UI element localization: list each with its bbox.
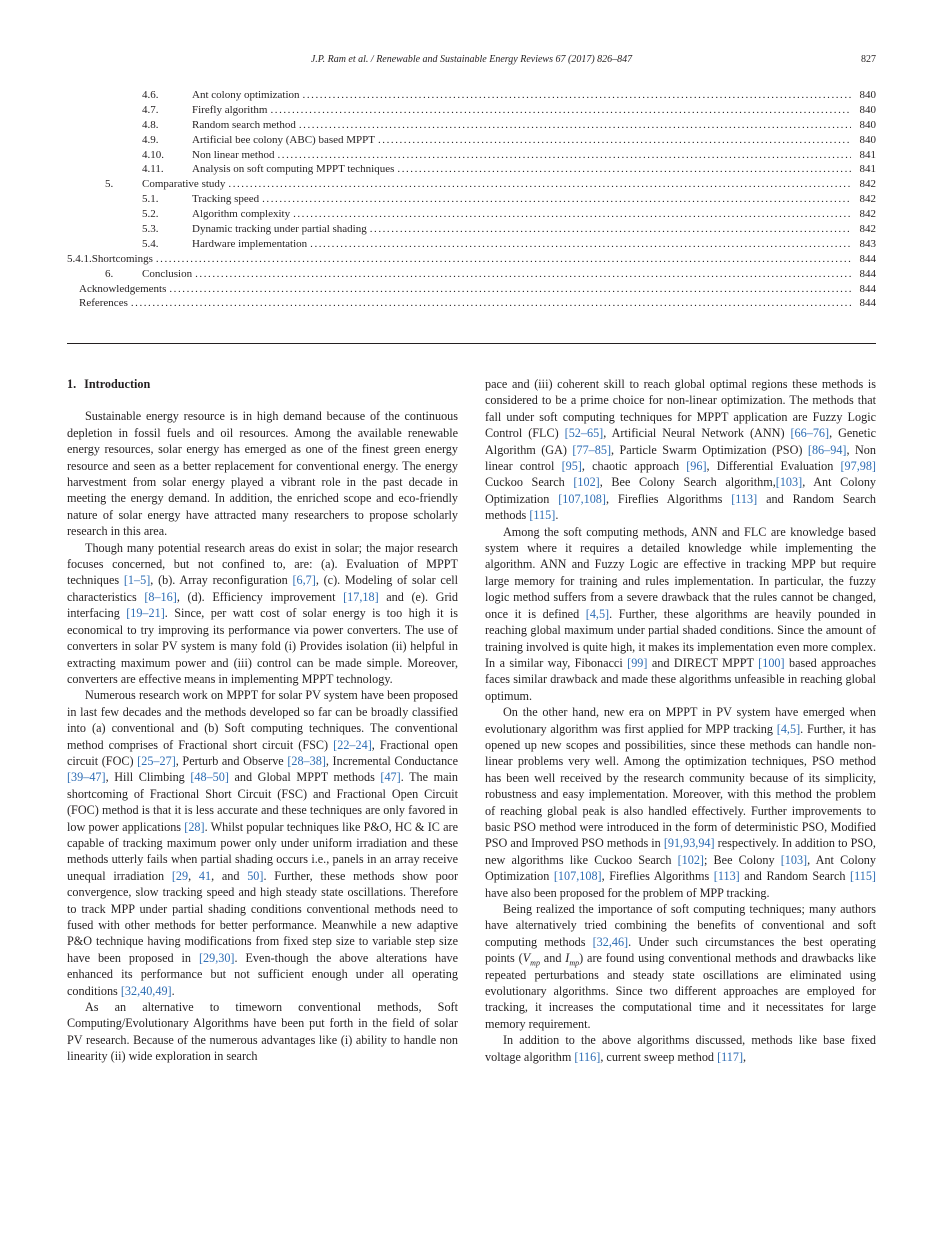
toc-entry-page: 842 bbox=[859, 223, 876, 236]
citation-link[interactable]: [29 bbox=[171, 868, 189, 883]
citation-link[interactable]: [115] bbox=[850, 869, 876, 884]
toc-entry-page: 840 bbox=[859, 89, 876, 101]
citation-link[interactable]: [102] bbox=[573, 475, 600, 490]
toc-entry-number: 5.1. bbox=[142, 193, 159, 206]
paragraph: On the other hand, new era on MPPT in PV system have emerged when evolutionary algorithm was first applied for MPP tracking [4,5]. Further, it has opened up new scopes and possibilities, since these methods can handle non-linear problems very well. Among the optimization techniques, PSO method has been well received by the research community because of its simplicity, robustness and easy implementation. Moreover, with this method the problem of reaching global peak is also handled effectively. Further improvements to basic PSO method were introduced in the form of deterministic PSO, Modified PSO and Improved PSO methods in [91,93,94] respectively. In addition to PSO, new algorithms like Cuckoo Search [102]; Bee Colony [103], Ant Colony Optimization [107,108], Fireflies Algorithms [113] and Random Search [115] have also been proposed for the problem of MPP tracking. bbox=[485, 705, 876, 900]
toc-entry-title: Firefly algorithm bbox=[192, 103, 268, 116]
citation-link[interactable]: [107,108] bbox=[558, 491, 606, 506]
toc-entry[interactable] bbox=[67, 296, 876, 311]
toc-entry[interactable] bbox=[67, 207, 876, 222]
toc-leader-dots bbox=[270, 103, 851, 118]
toc-entry-title: Comparative study bbox=[142, 178, 226, 191]
toc-entry-title: Shortcomings bbox=[91, 252, 153, 265]
toc-entry-number: 4.10. bbox=[142, 148, 164, 161]
toc-entry[interactable] bbox=[67, 103, 876, 118]
toc-entry-page: 840 bbox=[859, 103, 876, 116]
toc-leader-dots bbox=[262, 192, 851, 207]
toc-entry[interactable] bbox=[67, 88, 876, 103]
toc-entry[interactable] bbox=[67, 237, 876, 252]
paragraph: Though many potential research areas do exist in solar; the major research focuses concerned, but not confined to, are: (a). Evaluation of MPPT techniques [1–5], (b). Array reconfiguration [6,7], (c). Modeling of solar cell characteristics [8–16], (d). Efficiency improvement [17,18] and (e). Grid interfacing [19–21]. Since, per watt cost of solar energy is too high it is economical to try improving its performance via power converters. The use of converters in solar PV system is many fold (i) Provides isolation (ii) helpful in extracting maximum power and (iii) control can be made simple. Moreover, converters are effective means in implementing MPPT technology. bbox=[67, 540, 458, 686]
citation-link[interactable]: [66–76] bbox=[790, 426, 830, 441]
toc-leader-dots bbox=[303, 88, 851, 103]
toc-entry-title: Non linear method bbox=[192, 148, 275, 161]
citation-link[interactable]: [116] bbox=[574, 1049, 601, 1064]
toc-entry-title: References bbox=[79, 297, 128, 310]
toc-leader-dots bbox=[131, 296, 851, 311]
citation-link[interactable]: [6,7] bbox=[292, 573, 316, 588]
toc-entry-page: 842 bbox=[859, 193, 876, 206]
toc-leader-dots bbox=[299, 118, 851, 133]
section-heading bbox=[67, 376, 458, 392]
left-column bbox=[67, 376, 458, 1065]
citation-link[interactable]: [113] bbox=[713, 869, 740, 884]
toc-entry-title: Analysis on soft computing MPPT techniques bbox=[192, 163, 395, 176]
toc-entry-title: Ant colony optimization bbox=[192, 89, 300, 101]
toc-entry-number: 5.3. bbox=[142, 223, 159, 236]
toc-entry[interactable] bbox=[67, 162, 876, 177]
toc-entry-title: Artificial bee colony (ABC) based MPPT bbox=[192, 133, 375, 146]
citation-link[interactable]: [17,18] bbox=[343, 589, 379, 604]
toc-entry-title: Algorithm complexity bbox=[192, 208, 291, 221]
toc-entry-page: 841 bbox=[859, 148, 876, 161]
table-of-contents bbox=[67, 88, 876, 311]
citation-link[interactable]: [1–5] bbox=[123, 573, 151, 588]
toc-entry-number: 5.4.1. bbox=[67, 252, 92, 265]
toc-entry-number: 5.4. bbox=[142, 237, 159, 250]
paragraph: Numerous research work on MPPT for solar PV system have been proposed in last few decades and the methods developed so far can be broadly classified into (a) conventional and (b) Soft computing techniques. The conventional method comprises of Fractional short circuit (FSC) [22–24], Fractional open circuit (FOC) [25–27], Perturb and Observe [28–38], Incremental Conductance [39–47], Hill Climbing [48–50] and Global MPPT methods [47]. The main shortcoming of Fractional Short Circuit (FSC) and Fractional Open Circuit (FOC) method is that it is less accurate and these techniques are only favored in low power applications [28]. Whilst popular techniques like P&O, HC & IC are capable of tracking maximum power only under uniform irradiation and these methods utterly fails when partial shading occurs i.e., panels in an array receive unequal irradiation [29, 41, and 50]. Further, these methods show poor convergence, slow tracking speed and high steady state oscillations. Therefore to track MPP under partial shading conditions conventional methods need to fused with other methods for better performance. Meanwhile a new adaptive P&O technique having modifications from fixed step size to variable step size have been proposed in [29,30]. Even-though the above alterations have enhanced its performance but not sufficient enough under all operating conditions [32,40,49]. bbox=[67, 688, 459, 998]
citation-link[interactable]: [28] bbox=[184, 819, 205, 834]
toc-entry-title: Tracking speed bbox=[192, 193, 260, 206]
toc-leader-dots bbox=[228, 177, 851, 192]
journal-citation: J.P. Ram et al. / Renewable and Sustainable Energy Reviews 67 (2017) 826–847 bbox=[310, 54, 633, 65]
citation-link[interactable]: [102] bbox=[677, 852, 704, 867]
toc-entry-page: 844 bbox=[859, 297, 876, 310]
toc-entry-page: 842 bbox=[859, 208, 876, 221]
citation-link[interactable]: [32,46] bbox=[592, 934, 629, 949]
toc-entry[interactable] bbox=[67, 222, 876, 237]
toc-leader-dots bbox=[293, 207, 851, 222]
paragraph: As an alternative to timeworn conventional methods, Soft Computing/Evolutionary Algorithms have been put forth in the field of solar PV research. Because of the numerous advantages like (i) ability to handle non linearity (ii) wide exploration in search bbox=[67, 1000, 458, 1064]
paragraph: In addition to the above algorithms discussed, methods like base fixed voltage algorithm [116], current sweep method [117], bbox=[485, 1033, 876, 1064]
citation-link[interactable]: [91,93,94] bbox=[663, 836, 715, 851]
citation-link[interactable]: [100] bbox=[758, 655, 785, 670]
paragraph: Sustainable energy resource is in high demand because of the continuous depletion in fossil fuels and oil resources. Among the available renewable energy resources, solar energy has emerged as one of the finest green energy resource and seen as a better replacement for conventional energy. The energy harvestment from solar energy played a vibrant role in the past decade in meeting the energy demand. In addition, the enriched scope and eco-friendly nature of solar energy have attracted many researchers to propose scholarly research in this area. bbox=[67, 409, 458, 539]
citation-link[interactable]: [96] bbox=[686, 459, 707, 474]
toc-entry[interactable] bbox=[67, 192, 876, 207]
toc-entry-page: 843 bbox=[859, 237, 876, 250]
citation-link[interactable]: [22–24] bbox=[333, 737, 372, 752]
toc-leader-dots bbox=[156, 252, 851, 267]
toc-entry-title: Random search method bbox=[192, 118, 296, 131]
right-column bbox=[485, 376, 876, 1065]
citation-link[interactable]: [19–21] bbox=[126, 606, 165, 621]
citation-link[interactable]: [28–38] bbox=[287, 753, 326, 768]
citation-link[interactable]: [95] bbox=[561, 459, 582, 474]
citation-link[interactable]: [86–94] bbox=[807, 442, 847, 457]
toc-entry-title: Acknowledgements bbox=[79, 282, 167, 295]
citation-link[interactable]: [39–47] bbox=[67, 770, 106, 785]
paragraph: Among the soft computing methods, ANN and FLC are knowledge based system where it requires a detailed knowledge while implementing the algorithm. ANN and Fuzzy Logic are effective in tracking MPP but require large memory for training and rules implementation. In particular, the fuzzy logic method suffers from a severe drawback that the rules cannot be changed, once it is defined [4,5]. Further, these algorithms are heavily pounded in reaching global maximum under partial shaded conditions. Since the amount of training involved is quite high, it makes its implementation even more complex. In a similar way, Fibonacci [99] and DIRECT MPPT [100] based approaches faces similar drawback and made these algorithms unfeasible in reaching global optimum. bbox=[485, 524, 877, 703]
toc-entry-number: 4.11. bbox=[142, 163, 164, 176]
citation-link[interactable]: [8–16] bbox=[144, 589, 177, 604]
toc-leader-dots bbox=[370, 222, 851, 237]
toc-entry[interactable] bbox=[67, 252, 876, 267]
toc-entry-number: 4.8. bbox=[142, 118, 159, 131]
toc-entry-title: Dynamic tracking under partial shading bbox=[192, 223, 367, 236]
citation-link[interactable]: [48–50] bbox=[190, 770, 229, 785]
citation-link[interactable]: [97,98] bbox=[840, 459, 876, 474]
toc-leader-dots bbox=[310, 237, 851, 252]
toc-entry-number: 6. bbox=[105, 267, 114, 280]
citation-link[interactable]: [103] bbox=[775, 475, 803, 490]
toc-entry-number: 4.7. bbox=[142, 103, 159, 116]
toc-entry-page: 841 bbox=[859, 163, 876, 176]
citation-link[interactable]: [113] bbox=[731, 491, 758, 506]
toc-entry-number: 4.6. bbox=[142, 89, 159, 101]
toc-leader-dots bbox=[169, 282, 851, 297]
toc-leader-dots bbox=[277, 148, 851, 163]
citation-link[interactable]: [32,40,49] bbox=[120, 983, 172, 998]
toc-entry[interactable] bbox=[67, 177, 876, 192]
toc-entry-title: Hardware implementation bbox=[192, 237, 308, 250]
toc-entry-page: 842 bbox=[859, 178, 876, 191]
citation-link[interactable]: [117] bbox=[717, 1049, 744, 1064]
toc-entry-number: 5.2. bbox=[142, 208, 159, 221]
citation-link[interactable]: [107,108] bbox=[553, 869, 602, 884]
toc-entry-number: 4.9. bbox=[142, 133, 159, 146]
citation-link[interactable]: [52–65] bbox=[564, 426, 604, 441]
toc-leader-dots bbox=[195, 267, 851, 282]
citation-link[interactable]: [4,5] bbox=[585, 606, 610, 621]
citation-link[interactable]: [4,5] bbox=[776, 721, 801, 736]
toc-leader-dots bbox=[378, 133, 851, 148]
toc-entry[interactable] bbox=[67, 133, 876, 148]
citation-link[interactable]: [103] bbox=[780, 852, 808, 867]
toc-entry[interactable] bbox=[67, 282, 876, 297]
section-divider bbox=[67, 343, 876, 344]
toc-entry-page: 844 bbox=[859, 267, 876, 280]
citation-link[interactable]: [25–27] bbox=[137, 753, 176, 768]
section-title: Introduction bbox=[84, 377, 151, 391]
toc-entry[interactable] bbox=[67, 118, 876, 133]
page-number: 827 bbox=[861, 54, 876, 65]
running-header bbox=[67, 54, 876, 70]
toc-entry-title: Conclusion bbox=[142, 267, 193, 280]
citation-link[interactable]: 41 bbox=[198, 868, 212, 883]
citation-link[interactable]: [47] bbox=[380, 770, 401, 785]
toc-entry-page: 844 bbox=[859, 252, 876, 265]
toc-entry-page: 840 bbox=[859, 118, 876, 131]
toc-entry[interactable] bbox=[67, 148, 876, 163]
toc-entry-number: 5. bbox=[105, 178, 114, 191]
citation-link[interactable]: [99] bbox=[627, 655, 648, 670]
toc-entry-page: 840 bbox=[859, 133, 876, 146]
toc-leader-dots bbox=[397, 162, 851, 177]
toc-entry[interactable] bbox=[67, 267, 876, 282]
citation-link[interactable]: [29,30] bbox=[198, 950, 235, 965]
citation-link[interactable]: [77–85] bbox=[572, 442, 612, 457]
paragraph: pace and (iii) coherent skill to reach global optimal regions these methods is considered to be a prime choice for non-linear optimization. The methods that fall under soft computing techniques for MPPT application are Fuzzy Logic Control (FLC) [52–65], Artificial Neural Network (ANN) [66–76], Genetic Algorithm (GA) [77–85], Particle Swarm Optimization (PSO) [86–94], Non linear control [95], chaotic approach [96], Differential Evaluation [97,98] Cuckoo Search [102], Bee Colony Search algorithm,[103], Ant Colony Optimization [107,108], Fireflies Algorithms [113] and Random Search methods [115]. bbox=[485, 377, 877, 523]
citation-link[interactable]: [115] bbox=[529, 508, 556, 523]
paragraph: Being realized the importance of soft computing techniques; many authors have alternatively tried combining the benefits of conventional and soft computing methods [32,46]. Under such circumstances the best operating points ($V_{mp}$ and $I_{mp}$) are found using conventional methods and drawbacks like repeated perturbations and steady state oscillations are eliminated using evolutionary algorithms. Since two different approaches are employed for tracking, it increases the computational time and it necessitates for large memory requirement. bbox=[485, 902, 877, 1031]
citation-link[interactable]: 50] bbox=[247, 868, 264, 883]
section-number: 1. bbox=[67, 377, 77, 391]
toc-entry-page: 844 bbox=[859, 282, 876, 295]
